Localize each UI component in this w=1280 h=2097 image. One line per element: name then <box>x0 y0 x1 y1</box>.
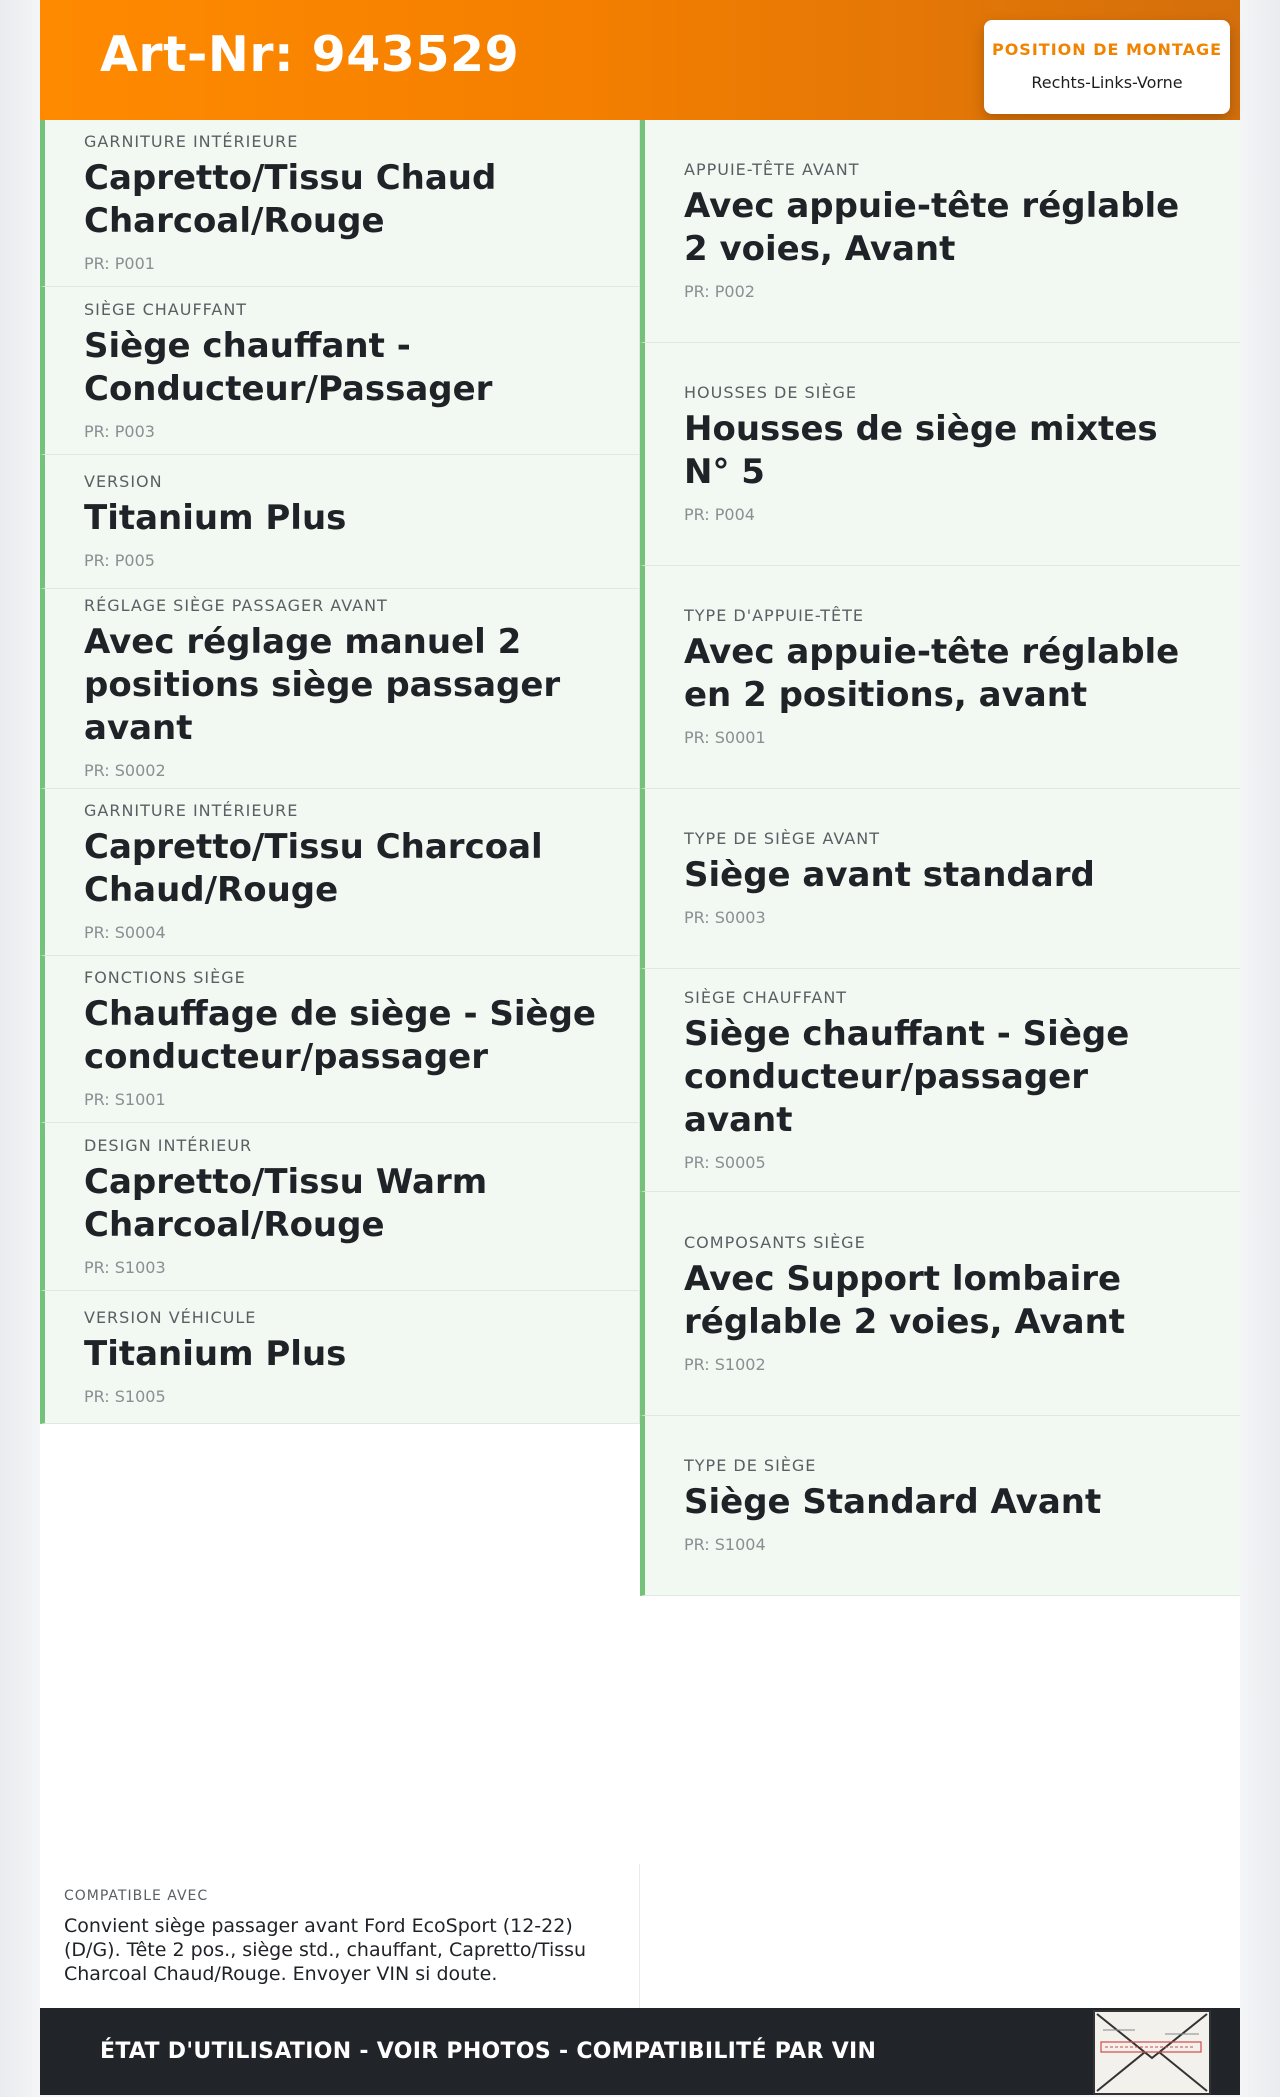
spec-label: TYPE D'APPUIE-TÊTE <box>684 606 864 625</box>
spec-label: HOUSSES DE SIÈGE <box>684 383 858 402</box>
mount-position-label: POSITION DE MONTAGE <box>991 40 1223 59</box>
spec-value: Siège Standard Avant <box>684 1482 1102 1522</box>
spec-card <box>640 1192 1240 1416</box>
spec-value: Titanium Plus <box>84 498 347 538</box>
spec-card <box>640 566 1240 789</box>
spec-label: DESIGN INTÉRIEUR <box>84 1135 253 1155</box>
spec-value: Avec réglage manuel 2 positions siège passager avant <box>84 622 561 748</box>
spec-value: Capretto/Tissu Warm Charcoal/Rouge <box>84 1161 488 1245</box>
spec-label: APPUIE-TÊTE AVANT <box>684 160 860 179</box>
spec-label: SIÈGE CHAUFFANT <box>684 987 848 1007</box>
spec-value: Chauffage de siège - Siège conducteur/passager <box>84 994 596 1077</box>
spec-label: VERSION VÉHICULE <box>84 1307 257 1327</box>
envelope-stamp-icon <box>1093 2010 1211 2095</box>
spec-pr-code: PR: S1005 <box>84 1386 166 1406</box>
spec-value: Titanium Plus <box>84 1333 347 1374</box>
spec-card <box>40 1291 640 1424</box>
spec-label: COMPOSANTS SIÈGE <box>684 1232 866 1252</box>
spec-value: Siège chauffant - Conducteur/Passager <box>84 325 493 409</box>
spec-card <box>40 789 640 956</box>
spec-pr-code: PR: P005 <box>84 551 155 570</box>
spec-card <box>640 789 1240 969</box>
spec-card <box>40 589 640 789</box>
spec-card <box>40 956 640 1123</box>
mount-position-value: Rechts-Links-Vorne <box>1031 73 1183 92</box>
spec-card <box>640 969 1240 1192</box>
spec-value: Capretto/Tissu Chaud Charcoal/Rouge <box>84 158 497 241</box>
spec-label: TYPE DE SIÈGE AVANT <box>684 829 881 848</box>
compatibility-section <box>40 1864 640 2008</box>
spec-label: SIÈGE CHAUFFANT <box>84 299 248 319</box>
spec-card <box>40 287 640 455</box>
spec-value: Avec appuie-tête réglable en 2 positions, avant <box>684 632 1180 715</box>
footer-bar <box>40 2008 1240 2095</box>
spec-pr-code: PR: P002 <box>684 282 755 301</box>
spec-label: VERSION <box>84 472 163 491</box>
spec-value: Avec appuie-tête réglable 2 voies, Avant <box>684 186 1180 269</box>
article-number-title: Art-Nr: 943529 <box>100 26 520 83</box>
mount-position-card <box>984 20 1230 114</box>
spec-card <box>40 120 640 287</box>
spec-value: Avec Support lombaire réglable 2 voies, Avant <box>684 1258 1126 1342</box>
spec-label: TYPE DE SIÈGE <box>684 1456 817 1475</box>
header-bar <box>40 0 1240 120</box>
spec-card <box>640 1416 1240 1596</box>
spec-card <box>640 343 1240 566</box>
compatibility-label: COMPATIBLE AVEC <box>64 1888 209 1904</box>
spec-pr-code: PR: P003 <box>84 421 155 441</box>
spec-card <box>40 1123 640 1291</box>
spec-value: Capretto/Tissu Charcoal Chaud/Rouge <box>84 827 543 910</box>
spec-pr-code: PR: S1001 <box>84 1090 166 1109</box>
spec-pr-code: PR: S0004 <box>84 923 166 942</box>
right-spec-column <box>640 120 1240 1596</box>
spec-label: GARNITURE INTÉRIEURE <box>84 801 299 820</box>
envelope-stamp-graphic <box>1095 2012 1209 2093</box>
spec-value: Siège avant standard <box>684 855 1095 895</box>
compatibility-text: Convient siège passager avant Ford EcoSport (12-22) (D/G). Tête 2 pos., siège std., chauffant, Capretto/Tissu Charcoal Chaud/Rouge. Envoyer VIN si doute. <box>64 1915 587 1985</box>
spec-label: GARNITURE INTÉRIEURE <box>84 132 299 151</box>
spec-pr-code: PR: S0002 <box>84 761 166 780</box>
spec-label: RÉGLAGE SIÈGE PASSAGER AVANT <box>84 596 388 615</box>
spec-pr-code: PR: S0005 <box>684 1152 766 1172</box>
spec-value: Housses de siège mixtes N° 5 <box>684 409 1158 492</box>
spec-label: FONCTIONS SIÈGE <box>84 968 246 987</box>
left-spec-column <box>40 120 640 1424</box>
footer-condition-text: ÉTAT D'UTILISATION - VOIR PHOTOS - COMPATIBILITÉ PAR VIN <box>100 2039 877 2064</box>
spec-pr-code: PR: S1004 <box>684 1535 766 1554</box>
spec-card <box>40 455 640 589</box>
spec-value: Siège chauffant - Siège conducteur/passager avant <box>684 1013 1130 1140</box>
spec-pr-code: PR: S0001 <box>684 728 766 747</box>
product-sheet <box>40 0 1240 2095</box>
spec-card <box>640 120 1240 343</box>
spec-pr-code: PR: S0003 <box>684 908 766 927</box>
spec-pr-code: PR: S1002 <box>684 1354 766 1374</box>
spec-pr-code: PR: P001 <box>84 254 155 273</box>
spec-pr-code: PR: S1003 <box>84 1257 166 1277</box>
spec-pr-code: PR: P004 <box>684 505 755 524</box>
